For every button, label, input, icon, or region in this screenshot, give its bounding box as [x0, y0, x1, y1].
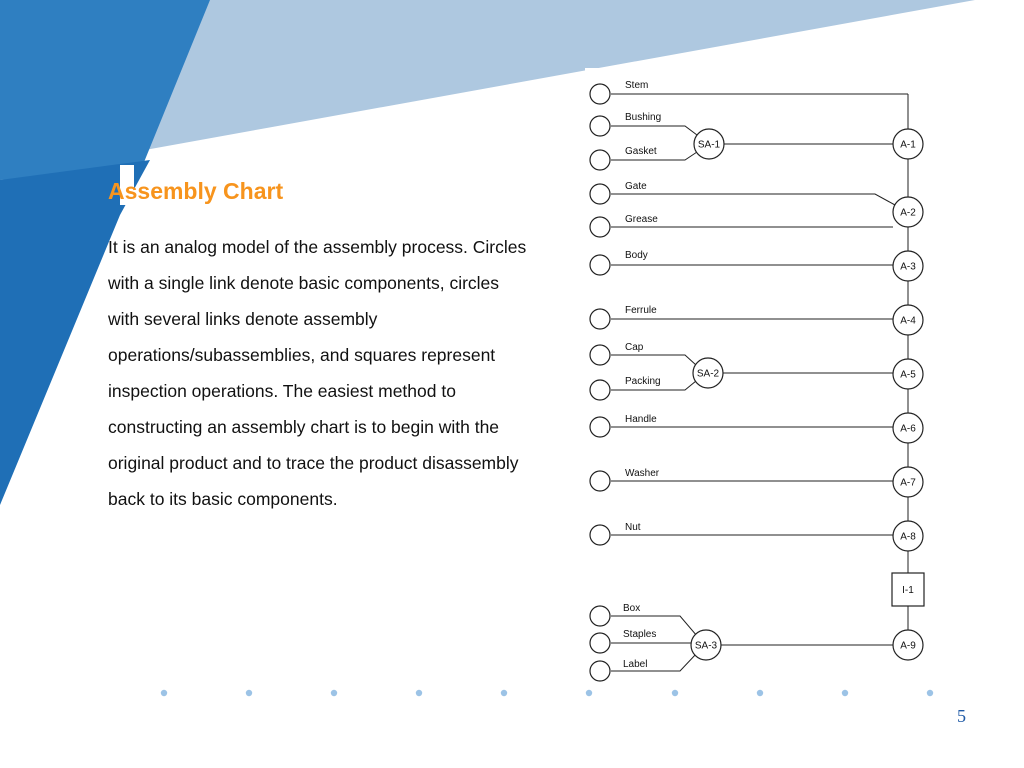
- component-label-packing: Packing: [625, 376, 661, 387]
- subassembly-label-sa2: SA-2: [696, 368, 720, 380]
- inspection-nodes: [892, 573, 924, 606]
- component-label-bushing: Bushing: [625, 112, 662, 123]
- component-node-stem: [590, 84, 610, 104]
- component-node-handle: [590, 417, 610, 437]
- dotted-separator: [161, 690, 933, 696]
- component-label-gasket: Gasket: [625, 146, 657, 157]
- component-label-box: Box: [623, 603, 641, 614]
- assembly-label-a6: A-6: [900, 423, 916, 435]
- component-node-grease: [590, 217, 610, 237]
- component-label-body: Body: [625, 250, 648, 261]
- component-node-staples: [590, 633, 610, 653]
- component-label-washer: Washer: [625, 468, 660, 479]
- page-number: 5: [957, 706, 966, 726]
- component-node-body: [590, 255, 610, 275]
- component-label-nut: Nut: [625, 522, 641, 533]
- component-node-packing: [590, 380, 610, 400]
- assembly-label-a5: A-5: [900, 369, 916, 381]
- component-node-box: [590, 606, 610, 626]
- slide-title: Assembly Chart: [108, 178, 284, 204]
- component-node-label: [590, 661, 610, 681]
- inspection-label-i1: I-1: [902, 585, 914, 596]
- subassembly-label-sa3: SA-3: [694, 640, 718, 652]
- assembly-label-a2: A-2: [900, 207, 916, 219]
- component-label-stem: Stem: [625, 80, 649, 91]
- component-node-ferrule: [590, 309, 610, 329]
- component-label-ferrule: Ferrule: [625, 305, 657, 316]
- component-node-cap: [590, 345, 610, 365]
- slide-body-text: It is an analog model of the assembly process. Circles with a single link denote basic components, circles with several links denote assembly operations/subassemblies, and squares represent inspection operations. The easiest method to constructing an assembly chart is to begin with the original product and to trace the product disassembly back to its basic components.: [108, 237, 527, 509]
- component-label-staples: Staples: [623, 629, 657, 640]
- component-node-gate: [590, 184, 610, 204]
- assembly-label-a3: A-3: [900, 261, 916, 273]
- assembly-label-a9: A-9: [900, 640, 916, 652]
- assembly-label-a4: A-4: [900, 315, 916, 327]
- assembly-chart: [585, 68, 945, 688]
- component-label-gate: Gate: [625, 181, 647, 192]
- component-label-handle: Handle: [625, 414, 657, 425]
- component-label-grease: Grease: [625, 214, 658, 225]
- subassembly-label-sa1: SA-1: [697, 139, 721, 151]
- component-label-label: Label: [623, 659, 648, 670]
- assembly-label-a8: A-8: [900, 531, 916, 543]
- assembly-label-a7: A-7: [900, 477, 916, 489]
- component-label-cap: Cap: [625, 342, 644, 353]
- component-node-gasket: [590, 150, 610, 170]
- component-node-bushing: [590, 116, 610, 136]
- component-node-washer: [590, 471, 610, 491]
- assembly-label-a1: A-1: [900, 139, 916, 151]
- component-node-nut: [590, 525, 610, 545]
